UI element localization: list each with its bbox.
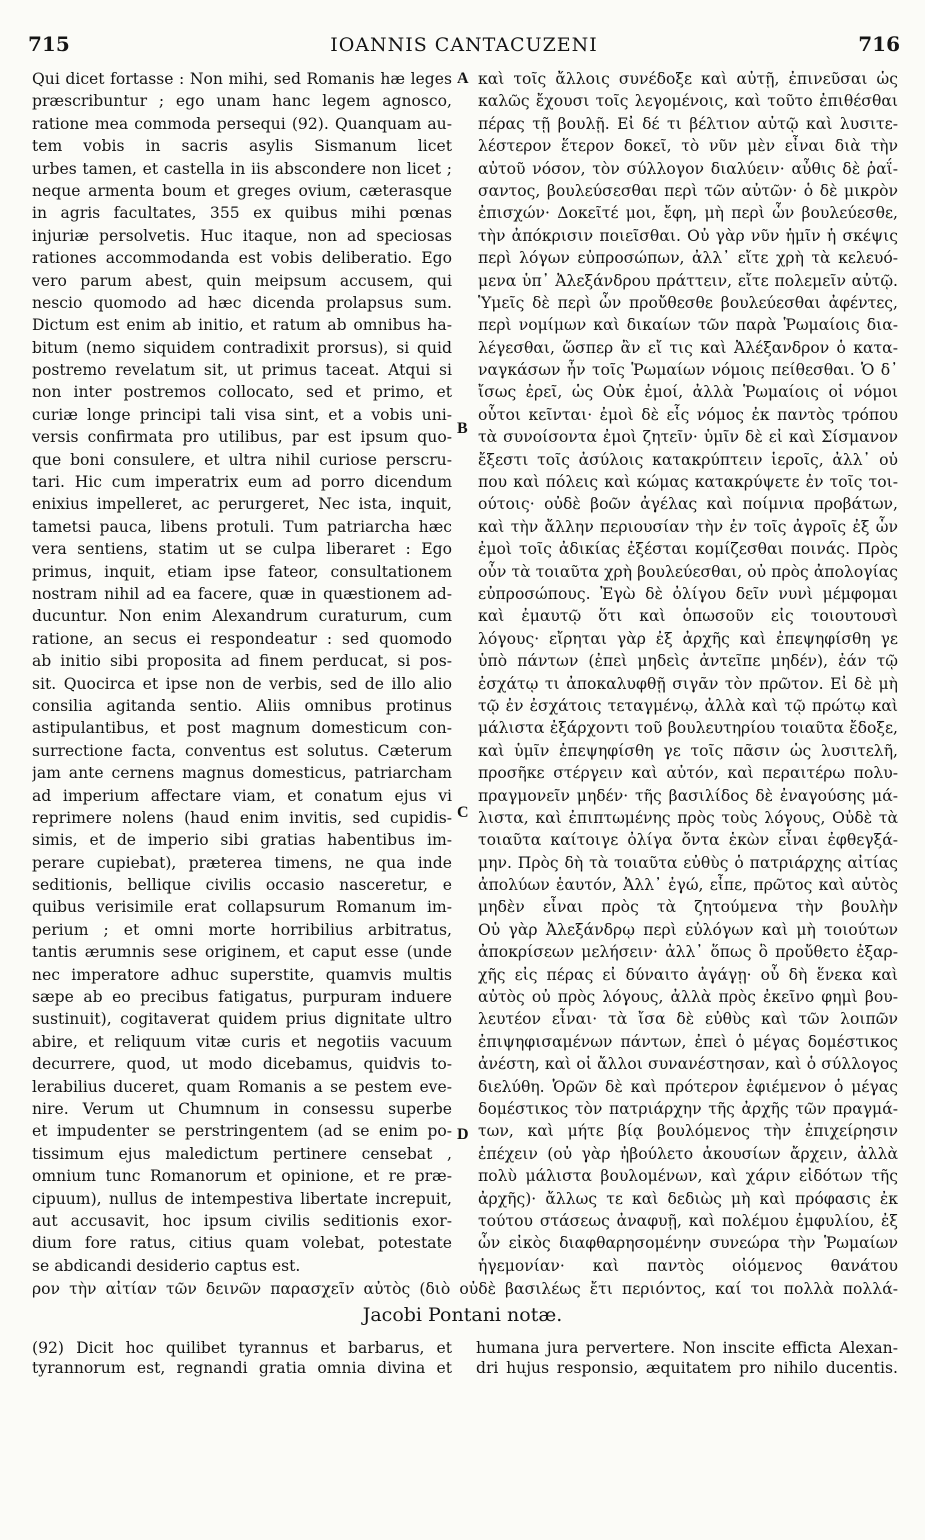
latin-text-line: perare cupiebat), præterea timens, ne qua inde	[32, 853, 452, 872]
greek-text-line: λέστερον ἕτερον δοκεῖ, τὸ νῦν μὲν εἶναι διὰ τὴν	[478, 137, 898, 156]
latin-text-line: cipuum), nullus de intempestiva libertate increpuit,	[32, 1189, 452, 1208]
margin-marker-a: A	[457, 70, 469, 87]
greek-text-line: μην. Πρὸς δὴ τὰ τοιαῦτα εὐθὺς ὁ πατριάρχης αἰτίας	[478, 853, 898, 872]
greek-text-line: πέρας τῇ βουλῇ. Εἰ δέ τι βέλτιον αὐτῷ καὶ λυσιτε-	[478, 114, 898, 133]
latin-text-line: sit. Quocirca et ipse non de verbis, sed de illo alio	[32, 674, 452, 693]
greek-text-line: μενα ὑπ᾽ Ἀλεξάνδρου πράττειν, εἴτε πολεμεῖν αὐτῷ.	[478, 271, 898, 290]
latin-text-line: jam ante cernens magnus domesticus, patriarcham	[32, 764, 452, 783]
greek-text-line: δομέστικος τὸν πατριάρχην τῆς ἀρχῆς τῶν πραγμά-	[478, 1099, 898, 1118]
greek-text-line: ἐπιψηφισαμένων πάντων, ἐπεὶ ὁ μέγας δομέστικος	[478, 1032, 898, 1051]
latin-text-line: dium fore ratus, citius quam volebat, potestate	[32, 1234, 452, 1253]
greek-text-line: ἐπέχειν (οὐ γὰρ ἠβούλετο ἀκουσίων ἄρχειν, ἀλλὰ	[478, 1144, 898, 1163]
latin-text-line: curiæ longe principi tali visa sint, et a vobis uni-	[32, 405, 452, 424]
greek-text-line: ἀπολύων ἑαυτόν, Ἀλλ᾽ ἐγώ, εἶπε, πρῶτος καὶ αὐτὸς	[478, 876, 898, 895]
latin-column	[32, 68, 452, 1277]
latin-text-line: tantis ærumnis sese originem, et caput esse (unde	[32, 943, 452, 962]
margin-marker-b: B	[457, 420, 468, 437]
note-line: dri hujus responsio, æquitatem pro nihilo ducentis.	[476, 1359, 898, 1377]
latin-text-line: aut accusavit, hoc ipsum civilis seditionis exor-	[32, 1211, 452, 1230]
latin-text-line: in agris facultates, 355 ex quibus mihi pœnas	[32, 204, 452, 223]
greek-text-line: περὶ νομίμων καὶ δικαίων τῶν παρὰ Ῥωμαίοις δια-	[478, 316, 898, 335]
greek-text-line: ἔξεστι τοῖς ἀσύλοις κατακρύπτειν ἱεροῖς, ἀλλ᾽ οὐ	[478, 450, 898, 469]
latin-text-line: se abdicandi desiderio captus est.	[32, 1256, 301, 1275]
latin-text-line: reprimere nolens (haud enim invitis, sed cupidis-	[32, 808, 452, 827]
page-number-right: 716	[858, 32, 900, 56]
page-number-left: 715	[28, 32, 70, 56]
latin-text-line: nire. Verum ut Chumnum in consessu superbe	[32, 1099, 452, 1118]
greek-text-line: τὴν ἀπόκρισιν ποιεῖσθαι. Οὐ γὰρ νῦν ἡμῖν ἡ σκέψις	[478, 226, 898, 245]
margin-marker-d: D	[457, 1126, 469, 1143]
latin-text-line: que boni consulere, et ultra nihil curiose perscru-	[32, 450, 452, 469]
latin-text-line: injuriæ persolvetis. Huc itaque, non ad speciosas	[32, 226, 452, 245]
greek-text-line: αὐτοῦ νόσον, τὸν σύλλογον διαλύειν· αὖθις δὲ ῥαΐ-	[478, 159, 898, 178]
greek-text-line: τοιαῦτα καίτοιγε ὀλίγα ὄντα ἑκὼν εἶναι ἐφθεγξά-	[478, 831, 898, 850]
greek-text-line: ἀρχῆς)· ἄλλως τε καὶ δεδιὼς μὴ καὶ πρόφασις ἐκ	[478, 1189, 898, 1208]
latin-text-line: ratione mea commoda persequi (92). Quanquam au-	[32, 114, 452, 133]
latin-text-line: sæpe ab eo precibus fatigatus, purpuram induere	[32, 988, 452, 1007]
greek-text-line: προσῆκε στέργειν καὶ αὐτόν, καὶ περαιτέρω πολυ-	[478, 764, 898, 783]
greek-text-line: καὶ τὴν ἄλλην περιουσίαν τὴν ἐν τοῖς ἀγροῖς ἐξ ὧν	[478, 517, 898, 536]
latin-text-line: bitum (nemo siquidem contradixit prorsus), si quid	[32, 338, 452, 357]
latin-text-line: tametsi pauca, libens protuli. Tum patriarcha hæc	[32, 517, 452, 536]
latin-text-line: simis, et de imperio sibi gratias habentibus im-	[32, 831, 452, 850]
latin-text-line: enixius impelleret, ac perurgeret, Nec ista, inquit,	[32, 495, 452, 514]
greek-text-line: ὑπὸ πάντων (ἐπεὶ μηδεὶς ἀντεῖπε μηδέν), ἐάν τῷ	[478, 652, 898, 671]
margin-marker-c: C	[457, 804, 469, 821]
greek-text-line: ἐσχάτῳ τι ἀποκαλυφθῇ σιγᾶν τὸν πρῶτον. Εἰ δὲ μὴ	[478, 674, 898, 693]
latin-text-line: præscribuntur ; ego unam hanc legem agnosco,	[32, 92, 452, 111]
latin-text-line: ratione, an secus ei respondeatur : sed quomodo	[32, 629, 452, 648]
greek-text-line: ἀποκρίσεων μελήσειν· ἀλλ᾽ ὅπως ὃ προὔθετο ἐξαρ-	[478, 943, 898, 962]
greek-text-line: εὐπροσώπους. Ἐγὼ δὲ ὀλίγου δεῖν νυνὶ μέμφομαι	[478, 584, 898, 603]
note-line: (92) Dicit hoc quilibet tyrannus et barbarus, et	[32, 1339, 452, 1357]
greek-text-line: χῆς εἰς πέρας εἰ δύναιτο ἀγάγῃ· οὗ δὴ ἕνεκα καὶ	[478, 965, 898, 984]
notes-right-column	[476, 1338, 898, 1378]
notes-heading: Jacobi Pontani notæ.	[362, 1304, 563, 1326]
greek-text-line: πολὺ μάλιστα βουλομένων, καὶ χάριν εἰδότων τῆς	[478, 1167, 898, 1186]
latin-text-line: vera sentiens, statim ut se culpa liberaret : Ego	[32, 540, 452, 559]
greek-text-line: τῷ ἐν ἐσχάτοις τεταγμένῳ, ἀλλὰ καὶ τῷ πρώτῳ καὶ	[478, 696, 898, 715]
notes-left-column	[32, 1338, 452, 1378]
greek-text-line: περὶ λόγων εὐπροσώπων, ἀλλ᾽ εἴτε χρὴ τὰ κελευό-	[478, 249, 898, 268]
greek-text-line: λιστα, καὶ ἐπιπτωμένης πρὸς τοὺς λόγους, Οὐδὲ τὰ	[478, 808, 898, 827]
note-line: humana jura pervertere. Non inscite efficta Alexan-	[476, 1339, 898, 1357]
greek-text-line: λευτέον εἶναι· τὰ ἴσα δὲ εὐθὺς καὶ τῶν λοιπῶν	[478, 1010, 898, 1029]
latin-text-line: ad imperium affectare viam, et conatum ejus vi	[32, 786, 452, 805]
greek-text-line: ούτοις· οὐδὲ βοῶν ἀγέλας καὶ ποίμνια προβάτων,	[478, 495, 898, 514]
greek-text-line: Ὑμεῖς δὲ περὶ ὧν προὔθεσθε βουλεύεσθαι ἀφέντες,	[478, 293, 898, 312]
latin-text-line: versis confirmata pro utilibus, par est ipsum quo-	[32, 428, 452, 447]
latin-text-line: nec imperatore adhuc superstite, quamvis multis	[32, 965, 452, 984]
greek-text-line: καὶ τοῖς ἄλλοις συνέδοξε καὶ αὐτῇ, ἐπινεῦσαι ὡς	[478, 70, 898, 88]
latin-text-line: seditionis, bellique civilis occasio nasceretur, e	[32, 876, 452, 895]
latin-text-line: tari. Hic cum imperatrix eum ad porro dicendum	[32, 473, 452, 492]
greek-text-line: πραγμονεῖν μηδέν· τῆς βασιλίδος δὲ ἐναγούσης μά-	[478, 786, 898, 805]
note-line: tyrannorum est, regnandi gratia omnia divina et	[32, 1359, 452, 1377]
greek-text-line: οὗτοι κεῖνται· ἐμοὶ δὲ εἷς νόμος ἐκ παντὸς τρόπου	[478, 405, 898, 424]
latin-text-line: decurrere, quod, ut modo dicebamus, quidvis to-	[32, 1055, 452, 1074]
latin-text-line: ab initio sibi proposita ad finem perducat, si pos-	[32, 652, 452, 671]
latin-text-line: surrectione facta, conventus est solutus. Cæterum	[32, 741, 452, 760]
latin-text-line: postremo revelatum sit, ut primus taceat. Atqui si	[32, 361, 452, 380]
latin-text-line: perium ; et omni morte horribilius arbitratus,	[32, 920, 452, 939]
greek-text-line: διελύθη. Ὁρῶν δὲ καὶ πρότερον ἐφιέμενον ὁ μέγας	[478, 1077, 898, 1096]
greek-text-line: ἴσως ἐρεῖ, ὡς Οὐκ ἐμοί, ἀλλὰ Ῥωμαίοις οἱ νόμοι	[478, 383, 898, 402]
latin-text-line: urbes tamen, et castella in iis abscondere non licet ;	[32, 159, 452, 178]
greek-text-line: καὶ ἐμαυτῷ ὅτι καὶ ὁπωσοῦν εἰς τοιουτουσὶ	[478, 607, 898, 626]
greek-text-line: σαντος, βουλεύσεσθαι περὶ τῶν αὐτῶν· ὁ δὲ μικρὸν	[478, 181, 898, 200]
latin-text-line: non inter postremos collocato, sed et primo, et	[32, 383, 452, 402]
latin-text-line: tissimum ejus maledictum pertinere censebat ,	[32, 1144, 452, 1163]
greek-text-line: λόγους· εἴρηται γὰρ ἐξ ἀρχῆς καὶ ἐπεψηφίσθη γε	[478, 629, 898, 648]
latin-text-line: rationes accommodanda est vobis deliberatio. Ego	[32, 249, 452, 268]
page-header	[28, 32, 900, 62]
greek-text-line: αὐτὸς οὐ πρὸς λόγους, ἀλλὰ πρὸς ἐκεῖνο φημὶ βου-	[478, 988, 898, 1007]
greek-text-line: τὰ συνοίσοντα ἐμοὶ ζητεῖν· ὑμῖν δὲ εἰ καὶ Σίσμανον	[478, 428, 898, 447]
latin-text-line: abire, et reliquum vitæ curis et negotiis vacuum	[32, 1032, 452, 1051]
latin-text-line: lerabilius duceret, quam Romanis a se pestem eve-	[32, 1077, 452, 1096]
greek-text-line: λέγεσθαι, ὥσπερ ἂν εἴ τις καὶ Ἀλέξανδρον ὁ κατα-	[478, 338, 898, 357]
greek-text-line: καὶ ὑμῖν ἐπεψηφίσθη γε τοῖς πᾶσιν ὡς λυσιτελῆ,	[478, 741, 898, 760]
greek-continuation-line: ρον τὴν αἰτίαν τῶν δεινῶν παρασχεῖν αὐτὸς (διὸ οὐδὲ βασιλέως ἔτι περιόντος, καί τοι πολλὰ πολλά-	[32, 1280, 898, 1298]
latin-text-line: et impudenter se perstringentem (ad se enim po-	[32, 1122, 452, 1141]
greek-text-line: ἡγεμονίαν· καὶ παντὸς οἰόμενος θανάτου	[478, 1256, 898, 1275]
latin-text-line: sustinuit), cogitaverat quidem prius dignitate ultro	[32, 1010, 452, 1029]
latin-text-line: nostram nihil ad ea facere, quæ in quæstionem ad-	[32, 584, 452, 603]
latin-text-line: neque armenta boum et greges ovium, cæterasque	[32, 181, 452, 200]
running-title: IOANNIS CANTACUZENI	[330, 34, 598, 56]
latin-text-line: primus, inquit, etiam ipse fateor, consultationem	[32, 562, 452, 581]
greek-text-line: καλῶς ἔχουσι τοῖς λεγομένοις, καὶ τοῦτο ἐπιθέσθαι	[478, 92, 898, 111]
latin-text-line: omnium tunc Romanorum et opinione, et re præ-	[32, 1167, 452, 1186]
greek-text-line: Οὐ γὰρ Ἀλεξάνδρῳ περὶ εὐλόγων καὶ μὴ τοιούτων	[478, 920, 898, 939]
greek-text-line: μάλιστα ἐξάρχοντι τοῦ βουλευτηρίου τοιαῦτα ἔδοξε,	[478, 719, 898, 738]
latin-text-line: consilia agitanda sentio. Aliis omnibus protinus	[32, 696, 452, 715]
greek-text-line: ὧν εἰκὸς διαφθαρησομένην συνεώρα τὴν Ῥωμαίων	[478, 1234, 898, 1253]
greek-text-line: οὖν τὰ τοιαῦτα χρὴ βουλεύεσθαι, οὐ πρὸς ἀπολογίας	[478, 562, 898, 581]
latin-text-line: Dictum est enim ab initio, et ratum ab omnibus ha-	[32, 316, 452, 335]
latin-text-line: astipulantibus, et post magnum domesticum con-	[32, 719, 452, 738]
greek-text-line: ἐμοὶ τοῖς ἀδικίας ἐξέσται κομίζεσθαι ποινάς. Πρὸς	[478, 540, 898, 559]
greek-text-line: ἐπισχών· Δοκεῖτέ μοι, ἔφη, μὴ περὶ ὧν βουλεύεσθε,	[478, 204, 898, 223]
greek-column	[478, 68, 898, 1277]
greek-text-line: ναγκάσων ἦν τοῖς Ῥωμαίων νόμοις πείθεσθαι. Ὁ δ᾽	[478, 361, 898, 380]
greek-text-line: ἀνέστη, καὶ οἱ ἄλλοι συνανέστησαν, καὶ ὁ σύλλογος	[478, 1055, 898, 1074]
latin-text-line: vero parum abest, quin meipsum accusem, qui	[32, 271, 452, 290]
greek-text-line: που καὶ πόλεις καὶ κώμας κατακρύψετε ἐν τοῖς τοι-	[478, 473, 898, 492]
greek-text-line: μηδὲν εἶναι πρὸς τὰ ζητούμενα τὴν βουλὴν	[478, 898, 898, 917]
greek-text-line: τούτου στάσεως ἀναφυῇ, καὶ πολέμου ἐμφυλίου, ἐξ	[478, 1211, 898, 1230]
latin-text-line: nescio quomodo ad hæc dicenda prolapsus sum.	[32, 293, 452, 312]
latin-text-line: tem vobis in sacris asylis Sismanum licet	[32, 137, 452, 156]
latin-text-line: Qui dicet fortasse : Non mihi, sed Romanis hæ leges	[32, 70, 452, 88]
latin-text-line: quibus verisimile erat collapsurum Romanum im-	[32, 898, 452, 917]
latin-text-line: ducuntur. Non enim Alexandrum curaturum, cum	[32, 607, 452, 626]
greek-text-line: των, καὶ μήτε βίᾳ βουλόμενος τὴν ἐπιχείρησιν	[478, 1122, 898, 1141]
